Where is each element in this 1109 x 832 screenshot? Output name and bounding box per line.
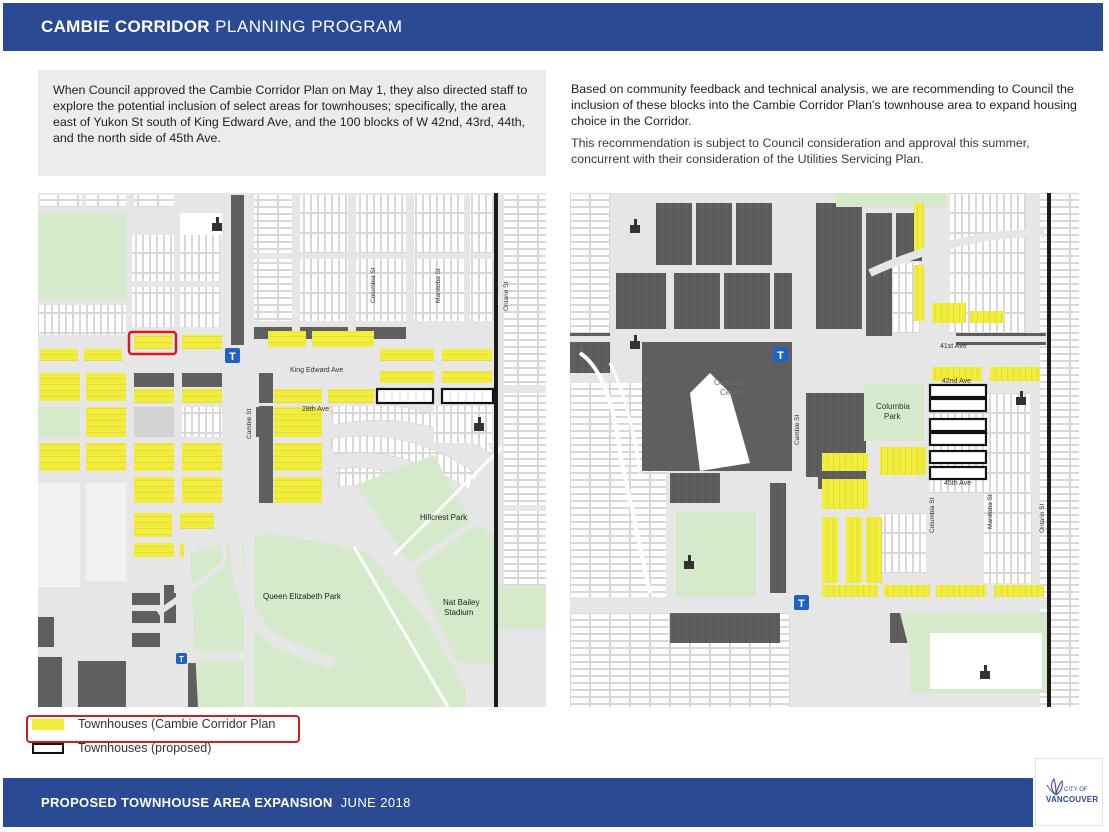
map-right-svg bbox=[570, 193, 1079, 707]
ontario-street-line bbox=[1047, 193, 1051, 707]
transit-station-icon bbox=[225, 348, 240, 363]
park-label-columbia: Columbia bbox=[876, 402, 910, 411]
city-of-vancouver-logo bbox=[1035, 758, 1103, 826]
park-label-stadium: Stadium bbox=[444, 608, 474, 617]
transit-station-icon bbox=[176, 653, 187, 664]
header-banner bbox=[3, 3, 1103, 51]
footer-banner bbox=[3, 778, 1033, 827]
park-area bbox=[38, 407, 80, 437]
label-centre: Centre bbox=[720, 388, 745, 397]
map-right bbox=[570, 193, 1079, 707]
street-label-cambie: Cambie St bbox=[246, 408, 253, 439]
intro-left-panel bbox=[38, 70, 546, 176]
map-left-svg bbox=[38, 193, 546, 707]
street-label-45th: 45th Ave bbox=[944, 480, 972, 487]
footer-title-light: JUNE 2018 bbox=[340, 795, 411, 810]
park-label-queen-elizabeth: Queen Elizabeth Park bbox=[263, 592, 341, 601]
map-left bbox=[38, 193, 546, 707]
street-label-manitoba: Manitoba St bbox=[987, 494, 994, 529]
logo-city-of: CITY OF bbox=[1064, 787, 1088, 793]
legend-label-proposed: Townhouses (proposed) bbox=[78, 741, 212, 755]
transit-glyph: T bbox=[179, 655, 184, 664]
label-oakridge: Oakridge bbox=[714, 378, 747, 387]
transit-station-icon bbox=[794, 595, 809, 610]
intro-right-panel bbox=[571, 81, 1081, 167]
street-label-columbia: Columbia St bbox=[929, 497, 936, 533]
intro-left-text: When Council approved the Cambie Corridor Plan on May 1, they also directed staff to explore the potential inclusion of select areas for townhouses; specifically, the area east of Yukon St south of King Edward Ave, and the 100 blocks of W 42nd, 43rd, 44th, and the north side of 45th Ave. bbox=[53, 83, 528, 145]
header-title-bold: CAMBIE CORRIDOR bbox=[41, 17, 210, 36]
intro-right-text: Based on community feedback and technical analysis, we are recommending to Council the inclusion of these blocks into the Cambie Corridor Plan's townhouse area to expand housing choice in the Corridor. bbox=[571, 82, 1077, 128]
street-label-41st: 41st Ave bbox=[940, 343, 967, 350]
header-title-light: PLANNING PROGRAM bbox=[209, 17, 403, 36]
legend-item-proposed bbox=[26, 738, 326, 760]
intro-right-note: This recommendation is subject to Council consideration and approval this summer, concurrent with their consideration of the Utilities Servicing Plan. bbox=[571, 136, 1030, 166]
street-label-king-edward: King Edward Ave bbox=[290, 367, 344, 374]
park-label-park: Park bbox=[884, 412, 901, 421]
ontario-street-line bbox=[494, 193, 498, 707]
street-label-ontario: Ontario St bbox=[1039, 503, 1046, 533]
footer-title-bold: PROPOSED TOWNHOUSE AREA EXPANSION bbox=[41, 795, 333, 810]
transit-glyph: T bbox=[229, 351, 236, 363]
legend-label-existing: Townhouses (Cambie Corridor Plan bbox=[78, 717, 276, 731]
street-label-ontario: Ontario St bbox=[503, 281, 510, 311]
street-label-cambie: Cambie St bbox=[794, 414, 801, 445]
park-label-hillcrest: Hillcrest Park bbox=[420, 513, 468, 522]
legend-swatch-townhouse bbox=[32, 719, 64, 730]
footer-title bbox=[41, 795, 411, 810]
street-label-columbia: Columbia St bbox=[370, 267, 377, 303]
street-label-28th: 28th Ave bbox=[302, 406, 330, 413]
transit-station-icon bbox=[773, 347, 788, 362]
legend-item-existing bbox=[26, 714, 326, 736]
park-label-nat-bailey: Nat Bailey bbox=[443, 598, 480, 607]
park-area bbox=[38, 213, 126, 299]
transit-glyph: T bbox=[777, 350, 784, 362]
header-title bbox=[41, 17, 403, 37]
street-label-manitoba: Manitoba St bbox=[435, 268, 442, 303]
legend-swatch-proposed bbox=[32, 743, 64, 754]
logo-vancouver: VANCOUVER bbox=[1046, 795, 1099, 804]
street-label-42nd: 42nd Ave bbox=[942, 378, 972, 385]
transit-glyph: T bbox=[798, 598, 805, 610]
